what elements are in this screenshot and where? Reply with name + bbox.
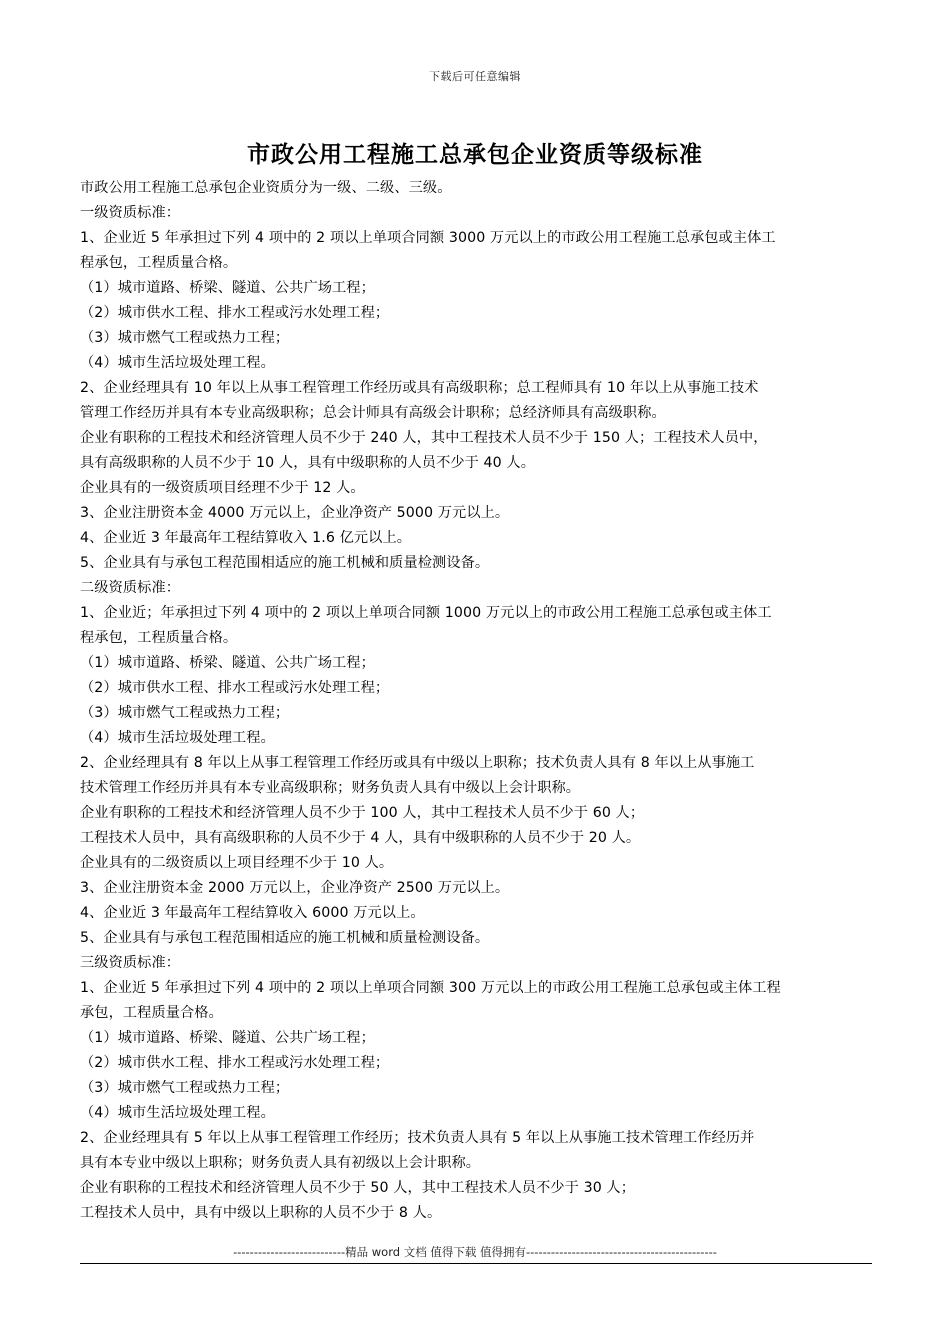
document-line: （2）城市供水工程、排水工程或污水处理工程； <box>80 305 390 321</box>
document-line: 二级资质标准： <box>80 580 181 596</box>
document-line: 工程技术人员中，具有高级职称的人员不少于 4 人，具有中级职称的人员不少于 20 人。 <box>80 830 641 846</box>
document-line: （4）城市生活垃圾处理工程。 <box>80 730 275 746</box>
document-line: （3）城市燃气工程或热力工程； <box>80 705 290 721</box>
document-line: （2）城市供水工程、排水工程或污水处理工程； <box>80 1055 390 1071</box>
document-line: （1）城市道路、桥梁、隧道、公共广场工程； <box>80 655 375 671</box>
document-body <box>80 176 872 1226</box>
document-line: 5、企业具有与承包工程范围相适应的施工机械和质量检测设备。 <box>80 555 490 571</box>
document-line: 市政公用工程施工总承包企业资质分为一级、二级、三级。 <box>80 180 452 196</box>
document-line: 一级资质标准： <box>80 205 181 221</box>
document-line: 1、企业近 5 年承担过下列 4 项中的 2 项以上单项合同额 300 万元以上的市政公用工程施工总承包或主体工程 <box>80 980 781 996</box>
document-line: （1）城市道路、桥梁、隧道、公共广场工程； <box>80 1030 375 1046</box>
document-line: 2、企业经理具有 5 年以上从事工程管理工作经历；技术负责人具有 5 年以上从事施工技术管理工作经历并 <box>80 1130 755 1146</box>
document-line: （4）城市生活垃圾处理工程。 <box>80 1105 275 1121</box>
document-line: （2）城市供水工程、排水工程或污水处理工程； <box>80 680 390 696</box>
document-line: 2、企业经理具有 8 年以上从事工程管理工作经历或具有中级以上职称；技术负责人具有 8 年以上从事施工 <box>80 755 755 771</box>
document-title: 市政公用工程施工总承包企业资质等级标准 <box>247 142 703 168</box>
document-line: （3）城市燃气工程或热力工程； <box>80 1080 290 1096</box>
document-line: 企业具有的一级资质项目经理不少于 12 人。 <box>80 480 365 496</box>
document-line: 三级资质标准： <box>80 955 181 971</box>
document-line: 企业有职称的工程技术和经济管理人员不少于 50 人，其中工程技术人员不少于 30 人； <box>80 1180 636 1196</box>
document-line: 2、企业经理具有 10 年以上从事工程管理工作经历或具有高级职称；总工程师具有 10 年以上从事施工技术 <box>80 380 759 396</box>
document-line: 具有本专业中级以上职称；财务负责人具有初级以上会计职称。 <box>80 1155 481 1171</box>
document-line: 4、企业近 3 年最高年工程结算收入 1.6 亿元以上。 <box>80 530 412 546</box>
document-line: （1）城市道路、桥梁、隧道、公共广场工程； <box>80 280 375 296</box>
document-line: （4）城市生活垃圾处理工程。 <box>80 355 275 371</box>
document-line: 企业有职称的工程技术和经济管理人员不少于 100 人，其中工程技术人员不少于 60 人； <box>80 805 645 821</box>
document-line: 具有高级职称的人员不少于 10 人，具有中级职称的人员不少于 40 人。 <box>80 455 535 471</box>
document-line: 企业具有的二级资质以上项目经理不少于 10 人。 <box>80 855 394 871</box>
document-line: 程承包，工程质量合格。 <box>80 630 238 646</box>
footer-divider <box>80 1263 872 1264</box>
page-header-note: 下载后可任意编辑 <box>429 70 521 83</box>
document-line: 管理工作经历并具有本专业高级职称；总会计师具有高级会计职称；总经济师具有高级职称。 <box>80 405 666 421</box>
document-line: 1、企业近 5 年承担过下列 4 项中的 2 项以上单项合同额 3000 万元以上的市政公用工程施工总承包或主体工 <box>80 230 776 246</box>
document-line: 技术管理工作经历并具有本专业高级职称；财务负责人具有中级以上会计职称。 <box>80 780 581 796</box>
document-line: 4、企业近 3 年最高年工程结算收入 6000 万元以上。 <box>80 905 425 921</box>
document-line: 3、企业注册资本金 2000 万元以上，企业净资产 2500 万元以上。 <box>80 880 510 896</box>
document-line: 3、企业注册资本金 4000 万元以上，企业净资产 5000 万元以上。 <box>80 505 510 521</box>
document-line: 1、企业近；年承担过下列 4 项中的 2 项以上单项合同额 1000 万元以上的市政公用工程施工总承包或主体工 <box>80 605 772 621</box>
document-line: 5、企业具有与承包工程范围相适应的施工机械和质量检测设备。 <box>80 930 490 946</box>
document-line: 工程技术人员中，具有中级以上职称的人员不少于 8 人。 <box>80 1205 442 1221</box>
document-line: （3）城市燃气工程或热力工程； <box>80 330 290 346</box>
document-line: 程承包，工程质量合格。 <box>80 255 238 271</box>
document-line: 承包，工程质量合格。 <box>80 1005 223 1021</box>
document-line: 企业有职称的工程技术和经济管理人员不少于 240 人，其中工程技术人员不少于 150 人；工程技术人员中， <box>80 430 768 446</box>
page-footer-note: ---------------------------精品 word 文档 值得下载 值得拥有---------------------------------------------- <box>233 1245 717 1259</box>
